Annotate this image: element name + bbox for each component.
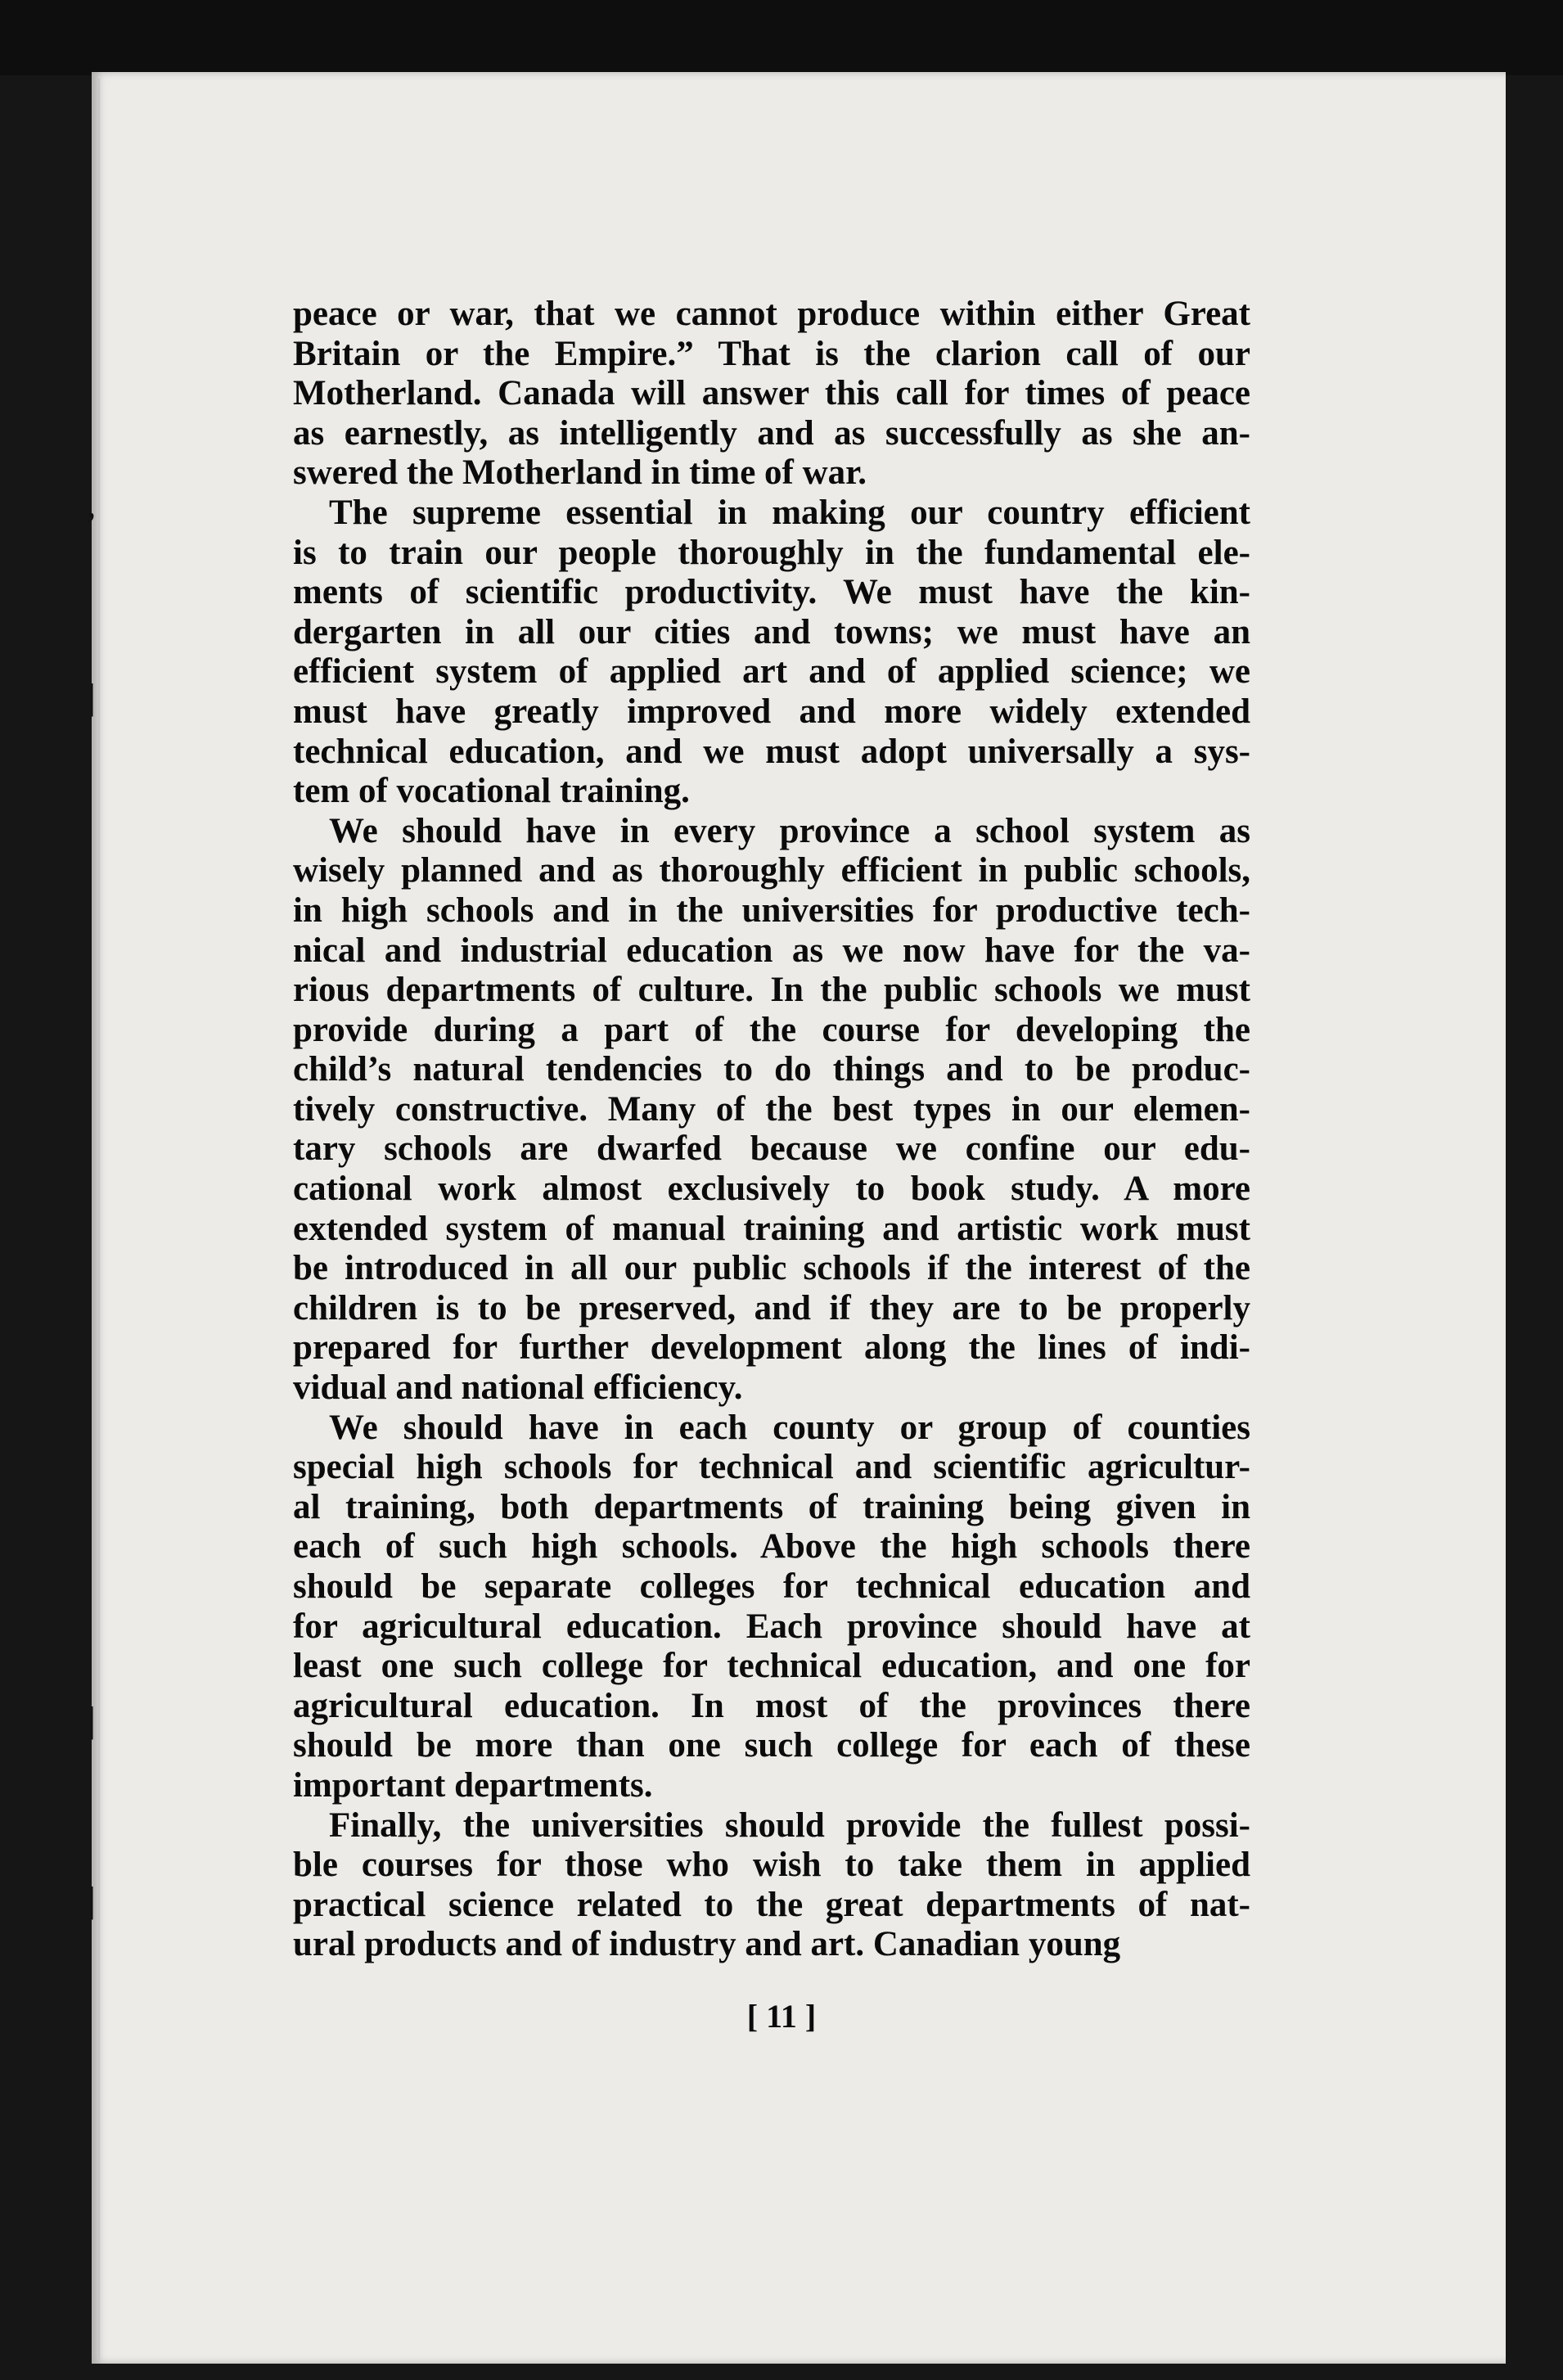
text-line: must have greatly improved and more widely extended	[293, 692, 1250, 731]
text-line: cational work almost exclusively to book study. A more	[293, 1170, 1250, 1209]
text-line: special high schools for technical and scientific agricultur-	[293, 1448, 1250, 1487]
text-line: provide during a part of the course for developing the	[293, 1010, 1250, 1049]
text-line: in high schools and in the universities for productive tech-	[293, 890, 1250, 930]
text-line: We should have in every province a school system as	[329, 811, 1250, 850]
text-line: peace or war, that we cannot produce within either Great	[293, 295, 1250, 333]
text-line: for agricultural education. Each province should have at	[293, 1607, 1250, 1646]
scan-border-top	[0, 0, 1563, 75]
text-line: technical education, and we must adopt universally a sys-	[293, 732, 1250, 771]
scan-speck: |	[88, 1700, 96, 1740]
text-line: Motherland. Canada will answer this call for times of peace	[293, 374, 1250, 413]
text-line: Finally, the universities should provide the fullest possi-	[329, 1805, 1250, 1845]
text-line: rious departments of culture. In the public schools we must	[293, 971, 1250, 1010]
text-line: The supreme essential in making our country efficient	[329, 493, 1250, 532]
scan-speck: ’	[85, 505, 97, 545]
page-number: [ 11 ]	[746, 1998, 817, 2035]
text-line: be introduced in all our public schools if the interest of the	[293, 1249, 1250, 1288]
scan-speck: |	[88, 677, 96, 717]
text-line: important departments.	[293, 1765, 653, 1805]
text-line: child’s natural tendencies to do things and to be produc-	[293, 1050, 1250, 1089]
text-line: each of such high schools. Above the high schools there	[293, 1527, 1250, 1566]
text-line: dergarten in all our cities and towns; we must have an	[293, 612, 1250, 651]
text-line: vidual and national efficiency.	[293, 1368, 743, 1408]
body-text	[293, 295, 1250, 1965]
paragraph	[293, 1409, 1250, 1806]
text-line: as earnestly, as intelligently and as successfully as she an-	[293, 413, 1250, 453]
paragraph	[293, 812, 1250, 1409]
text-line: least one such college for technical education, and one for	[293, 1647, 1250, 1686]
paragraph	[293, 494, 1250, 812]
text-line: tary schools are dwarfed because we confine our edu-	[293, 1129, 1250, 1169]
text-line: practical science related to the great departments of nat-	[293, 1885, 1250, 1924]
text-line: prepared for further development along the lines of indi-	[293, 1328, 1250, 1368]
text-line: should be more than one such college for each of these	[293, 1726, 1250, 1765]
text-line: agricultural education. In most of the provinces there	[293, 1686, 1250, 1725]
text-line: efficient system of applied art and of applied science; we	[293, 652, 1250, 692]
paragraph	[293, 1806, 1250, 1965]
text-line: al training, both departments of training being given in	[293, 1487, 1250, 1526]
text-line: is to train our people thoroughly in the fundamental ele-	[293, 533, 1250, 572]
text-line: tem of vocational training.	[293, 772, 690, 811]
paragraph	[293, 295, 1250, 494]
text-line: wisely planned and as thoroughly efficient in public schools,	[293, 851, 1250, 890]
text-line: should be separate colleges for technical education and	[293, 1567, 1250, 1606]
text-line: nical and industrial education as we now have for the va-	[293, 931, 1250, 970]
text-line: We should have in each county or group of counties	[329, 1408, 1250, 1447]
text-line: children is to be preserved, and if they are to be properly	[293, 1288, 1250, 1327]
text-line: swered the Motherland in time of war.	[293, 453, 867, 493]
text-line: tively constructive. Many of the best types in our elemen-	[293, 1089, 1250, 1129]
text-line: extended system of manual training and artistic work must	[293, 1209, 1250, 1248]
text-line: ments of scientific productivity. We must have the kin-	[293, 573, 1250, 612]
text-line: ural products and of industry and art. Canadian young	[293, 1925, 1121, 1964]
scan-speck: |	[88, 1880, 96, 1920]
text-line: Britain or the Empire.” That is the clarion call of our	[293, 334, 1250, 373]
text-line: ble courses for those who wish to take them in applied	[293, 1846, 1250, 1885]
